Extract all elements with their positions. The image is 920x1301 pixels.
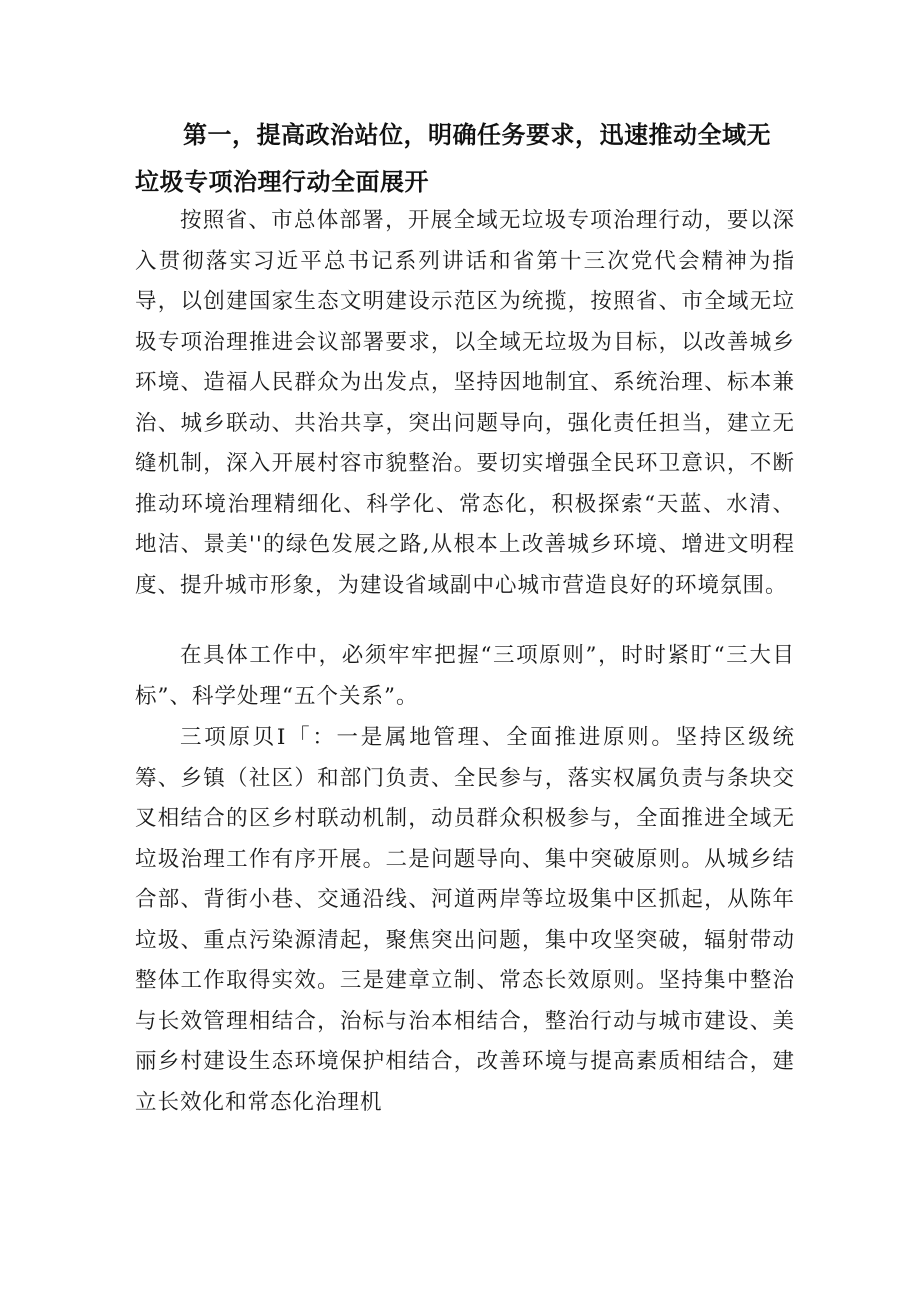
body-paragraph-three-principles: 三项原贝I「：一是属地管理、全面推进原则。坚持区级统筹、乡镇（社区）和部门负责、全民参与，落实权属负责与条块交叉相结合的区乡村联动机制，动员群众积极参与，全面推进全域无垃圾治理工作有序开展。二是问题导向、集中突破原则。从城乡结合部、背街小巷、交通沿线、河道两岸等垃圾集中区抓起，从陈年垃圾、重点污染源清起，聚焦突出问题，集中攻坚突破，辐射带动整体工作取得实效。三是建章立制、常态长效原则。坚持集中整治与长效管理相结合，治标与治本相结合，整治行动与城市建设、美丽乡村建设生态环境保护相结合，改善环境与提高素质相结合，建立长效化和常态化治理机	[135, 725, 795, 1115]
section-heading: 第一，提高政治站位，明确任务要求，迅速推动全域无垃圾专项治理行动全面展开	[135, 121, 771, 196]
body-paragraph-deployment: 按照省、市总体部署，开展全域无垃圾专项治理行动，要以深入贯彻落实习近平总书记系列讲话和省第十三次党代会精神为指导，以创建国家生态文明建设示范区为统揽，按照省、市全域无垃圾专项治理推进会议部署要求，以全域无垃圾为目标，以改善城乡环境、造福人民群众为出发点，坚持因地制宜、系统治理、标本兼治、城乡联动、共治共享，突出问题导向，强化责任担当，建立无缝机制，深入开展村容市貌整治。要切实增强全民环卫意识，不断推动环境治理精细化、科学化、常态化，积极探索“天蓝、水清、地洁、景美''的绿色发展之路,从根本上改善城乡环境、增进文明程度、提升城市形象，为建设省域副中心城市营造良好的环境氛围。	[135, 208, 795, 598]
body-paragraph-principles-intro: 在具体工作中，必须牢牢把握“三项原则”，时时紧盯“三大目标”、科学处理“五个关系”。	[135, 643, 795, 709]
